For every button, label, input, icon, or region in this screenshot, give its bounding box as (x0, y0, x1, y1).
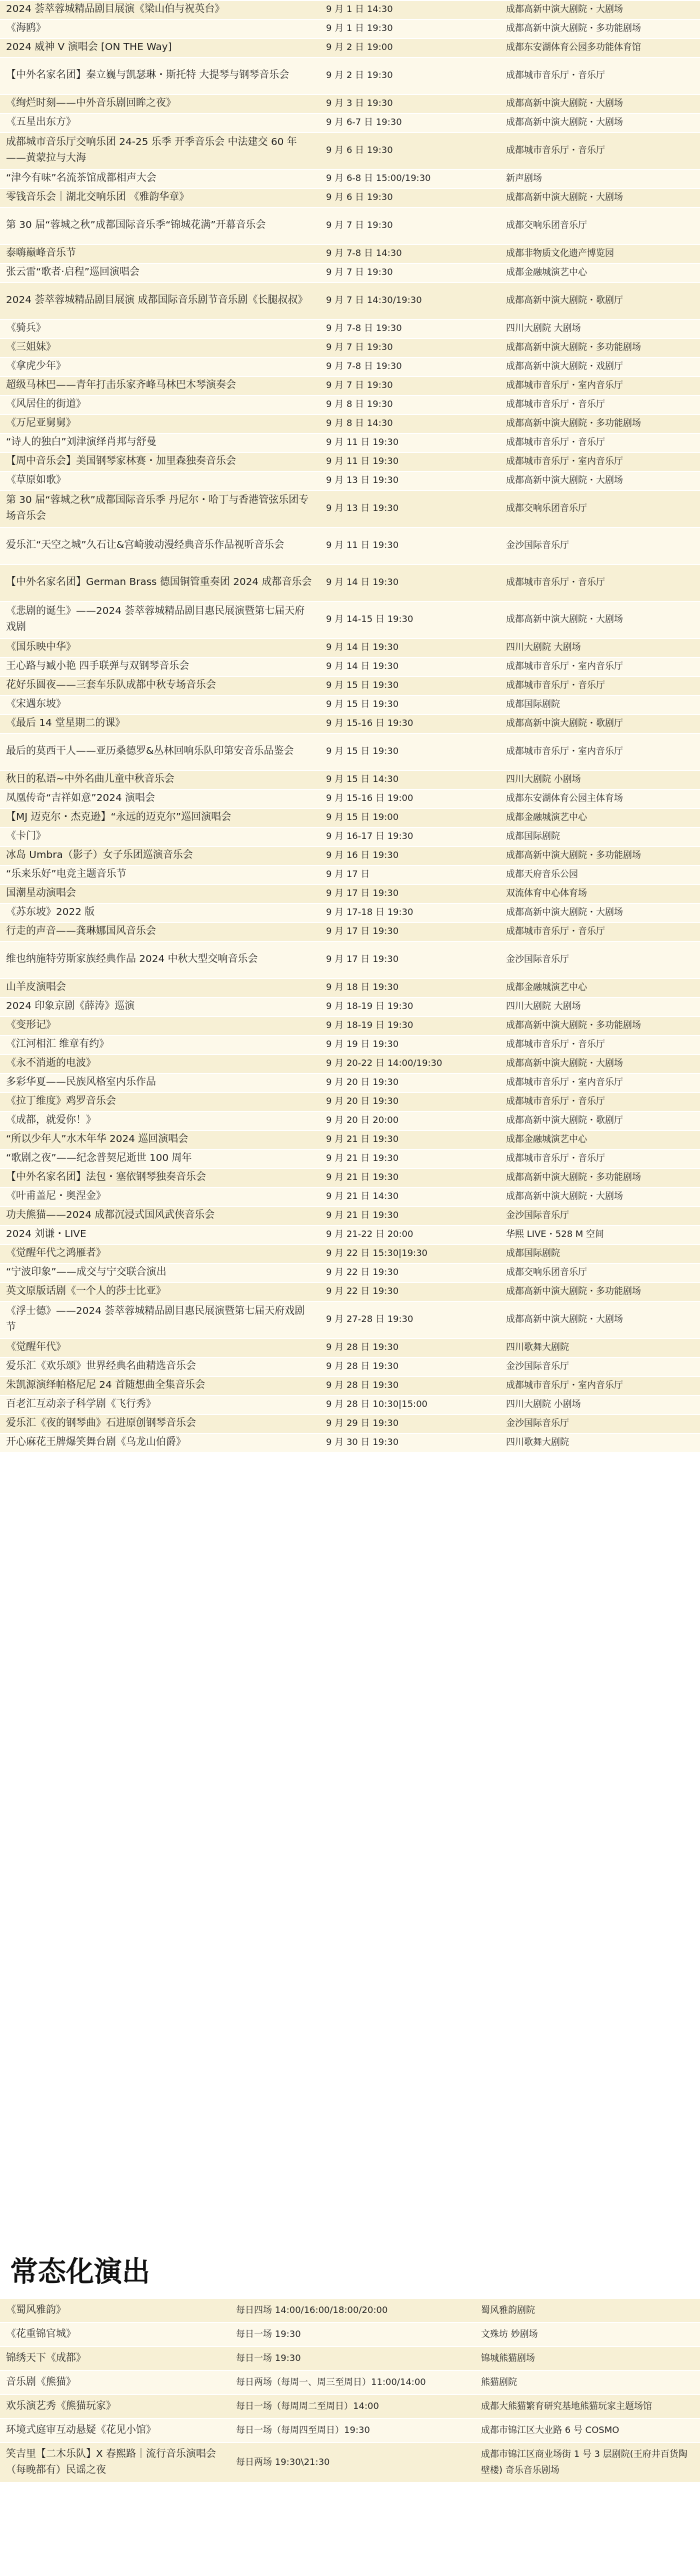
event-name: 《卡门》 (6, 831, 46, 842)
event-time: 9 月 18-19 日 19:30 (326, 1002, 414, 1012)
show-name: 笑吉里【二木乐队】X 春熙路｜流行音乐演唱会（每晚都有）民谣之夜 (6, 2448, 217, 2476)
event-name: 爱乐汇《夜的钢琴曲》石进原创钢琴音乐会 (6, 1418, 196, 1429)
event-venue: 成都城市音乐厅・音乐厅 (506, 438, 606, 448)
table-row (0, 847, 700, 866)
event-venue: 成都城市音乐厅・室内音乐厅 (506, 1381, 624, 1391)
show-schedule: 每日四场 14:00/16:00/18:00/20:00 (236, 2305, 388, 2316)
table-row (0, 339, 700, 358)
event-name: 2024 荟萃蓉城精品剧目展演《梁山伯与祝英台》 (6, 4, 225, 15)
event-name: 《悲剧的诞生》——2024 荟萃蓉城精品剧目惠民展演暨第七届天府戏剧 (6, 606, 305, 633)
event-time: 9 月 15 日 19:30 (326, 747, 399, 757)
event-name: 【MJ 迈克尔・杰克逊】“永远的迈克尔”巡回演唱会 (6, 812, 232, 823)
table-row (0, 415, 700, 434)
table-row (0, 1283, 700, 1302)
event-time: 9 月 16 日 19:30 (326, 851, 399, 861)
event-venue: 新声剧场 (506, 174, 543, 184)
event-name: 《永不消逝的电波》 (6, 1058, 96, 1069)
section-title: 常态化演出 (10, 2255, 151, 2288)
event-time: 9 月 21 日 19:30 (326, 1173, 399, 1183)
table-row (0, 677, 700, 696)
table-row (0, 1093, 700, 1112)
event-time: 9 月 15-16 日 19:00 (326, 794, 414, 804)
event-venue: 成都城市音乐厅・音乐厅 (506, 578, 606, 588)
event-name: 《骑兵》 (6, 323, 46, 334)
event-time: 9 月 6 日 19:30 (326, 146, 393, 156)
event-name: 《浮士德》——2024 荟萃蓉城精品剧目惠民展演暨第七届天府戏剧节 (6, 1306, 305, 1333)
event-venue: 金沙国际音乐厅 (506, 955, 570, 965)
event-time: 9 月 21 日 14:30 (326, 1192, 399, 1202)
event-time: 9 月 17-18 日 19:30 (326, 908, 414, 918)
event-name: 山羊皮演唱会 (6, 982, 66, 993)
event-time: 9 月 15 日 19:30 (326, 681, 399, 691)
table-row (0, 979, 700, 998)
show-name: 锦绣天下《成都》 (6, 2352, 86, 2364)
table-row (0, 434, 700, 453)
table-row (0, 528, 700, 565)
table-row (0, 2323, 700, 2347)
table-row (0, 565, 700, 602)
event-time: 9 月 17 日 19:30 (326, 955, 399, 965)
table-row (0, 1377, 700, 1396)
show-name: 环境式庭审互动悬疑《花见小馆》 (6, 2424, 156, 2436)
event-name: “诗人的独白”刘津演绎肖邦与舒曼 (6, 437, 157, 448)
event-venue: 金沙国际音乐厅 (506, 1211, 570, 1221)
show-schedule: 每日一场 19:30 (236, 2353, 301, 2364)
event-time: 9 月 14 日 19:30 (326, 578, 399, 588)
event-name: 《觉醒年代之鸿雁者》 (6, 1248, 106, 1259)
event-name: 成都城市音乐厅交响乐团 24-25 乐季 开季音乐会 中法建交 60 年——黄蒙拉与大海 (6, 137, 297, 164)
event-venue: 成都高新中演大剧院・多功能剧场 (506, 1287, 642, 1297)
event-venue: 成都金融城演艺中心 (506, 268, 588, 278)
event-venue: 四川大剧院 大剧场 (506, 1002, 581, 1012)
event-name: 国潮星动演唱会 (6, 888, 76, 899)
event-name: “歌剧之夜”——纪念普契尼逝世 100 周年 (6, 1153, 192, 1164)
event-venue: 成都城市音乐厅・音乐厅 (506, 1154, 606, 1164)
regular-shows-table (0, 2298, 700, 2483)
event-time: 9 月 14-15 日 19:30 (326, 615, 414, 625)
table-row (0, 1302, 700, 1339)
event-name: 开心麻花王牌爆笑舞台剧《乌龙山伯爵》 (6, 1437, 186, 1448)
event-time: 9 月 1 日 19:30 (326, 24, 393, 34)
table-row (0, 1112, 700, 1131)
table-row (0, 904, 700, 923)
event-venue: 成都天府音乐公园 (506, 870, 579, 880)
event-venue: 成都城市音乐厅・音乐厅 (506, 1097, 606, 1107)
table-row (0, 1169, 700, 1188)
event-time: 9 月 17 日 19:30 (326, 889, 399, 899)
event-time: 9 月 6 日 19:30 (326, 193, 393, 203)
event-venue: 成都高新中演大剧院・多功能剧场 (506, 419, 642, 429)
event-venue: 成都高新中演大剧院・大剧场 (506, 615, 624, 625)
event-name: 花好乐圆夜——三套车乐队成都中秋专场音乐会 (6, 680, 216, 691)
show-schedule: 每日两场（每周一、周三至周日）11:00/14:00 (236, 2377, 426, 2388)
event-time: 9 月 7 日 19:30 (326, 381, 393, 391)
table-row (0, 2443, 700, 2483)
event-time: 9 月 22 日 19:30 (326, 1287, 399, 1297)
event-venue: 成都金融城演艺中心 (506, 983, 588, 993)
event-time: 9 月 28 日 19:30 (326, 1381, 399, 1391)
table-row (0, 2395, 700, 2419)
event-venue: 成都高新中演大剧院・大剧场 (506, 1315, 624, 1325)
event-venue: 双流体育中心体育场 (506, 889, 588, 899)
event-name: “乐来乐好”电竞主题音乐节 (6, 869, 127, 880)
event-time: 9 月 13 日 19:30 (326, 476, 399, 486)
table-row (0, 2299, 700, 2323)
event-name: 【中外名家名团】秦立巍与凯瑟琳・斯托特 大提琴与钢琴音乐会 (6, 70, 290, 81)
event-venue: 四川大剧院 小剧场 (506, 1400, 581, 1410)
table-row (0, 472, 700, 491)
table-row (0, 114, 700, 133)
event-name: 【中外名家名团】German Brass 德国铜管重奏团 2024 成都音乐会 (6, 577, 312, 588)
table-row (0, 453, 700, 472)
table-row (0, 1131, 700, 1150)
table-row (0, 264, 700, 283)
table-row (0, 866, 700, 885)
table-row (0, 189, 700, 208)
event-time: 9 月 21 日 19:30 (326, 1211, 399, 1221)
event-name: 《三姐妹》 (6, 342, 56, 353)
table-row (0, 2347, 700, 2371)
show-venue: 熊猫剧院 (481, 2377, 518, 2388)
table-row (0, 396, 700, 415)
event-time: 9 月 28 日 19:30 (326, 1362, 399, 1372)
table-row (0, 2371, 700, 2395)
event-venue: 成都高新中演大剧院・多功能剧场 (506, 851, 642, 861)
event-name: 行走的声音——龚琳娜国风音乐会 (6, 926, 156, 937)
table-row (0, 790, 700, 809)
event-name: 2024 威神 V 演唱会 [ON THE Way] (6, 42, 172, 53)
table-row (0, 1358, 700, 1377)
event-venue: 成都城市音乐厅・室内音乐厅 (506, 747, 624, 757)
event-name: 泰嗨巅峰音乐节 (6, 248, 76, 259)
event-time: 9 月 3 日 19:30 (326, 99, 393, 109)
event-name: 百老汇互动亲子科学剧《飞行秀》 (6, 1399, 156, 1410)
event-time: 9 月 7 日 19:30 (326, 221, 393, 231)
event-venue: 成都高新中演大剧院・大剧场 (506, 193, 624, 203)
table-row (0, 358, 700, 377)
event-name: 冰岛 Umbra（影子）女子乐团巡演音乐会 (6, 850, 193, 861)
event-venue: 成都城市音乐厅・音乐厅 (506, 400, 606, 410)
event-venue: 成都高新中演大剧院・多功能剧场 (506, 1021, 642, 1031)
event-venue: 成都城市音乐厅・室内音乐厅 (506, 457, 624, 467)
event-venue: 成都城市音乐厅・音乐厅 (506, 146, 606, 156)
event-time: 9 月 11 日 19:30 (326, 438, 399, 448)
show-name: 音乐剧《熊猫》 (6, 2376, 76, 2388)
event-name: 爱乐汇“天空之城”久石让&宫崎骏动漫经典音乐作品视听音乐会 (6, 540, 285, 551)
event-venue: 成都交响乐团音乐厅 (506, 504, 588, 514)
event-venue: 成都非物质文化遗产博览园 (506, 249, 615, 259)
event-time: 9 月 22 日 15:30|19:30 (326, 1249, 428, 1259)
table-row (0, 1207, 700, 1226)
event-name: 《海鸥》 (6, 23, 46, 34)
event-name: 最后的莫西干人——亚历桑德罗&丛林回响乐队印第安音乐品鉴会 (6, 746, 294, 757)
event-name: 王心路与臧小艳 四手联弹与双钢琴音乐会 (6, 661, 190, 672)
event-venue: 成都高新中演大剧院・歌剧厅 (506, 1116, 624, 1126)
table-row (0, 1226, 700, 1245)
event-time: 9 月 20 日 19:30 (326, 1097, 399, 1107)
event-name: 凤凰传奇“吉祥如意”2024 演唱会 (6, 793, 155, 804)
event-name: 《拿虎少年》 (6, 361, 66, 372)
event-time: 9 月 22 日 19:30 (326, 1268, 399, 1278)
event-name: 《变形记》 (6, 1020, 56, 1031)
table-row (0, 2419, 700, 2443)
table-row (0, 491, 700, 528)
event-name: 《五星出东方》 (6, 117, 76, 128)
event-time: 9 月 7 日 14:30/19:30 (326, 296, 422, 306)
event-venue: 金沙国际音乐厅 (506, 541, 570, 551)
show-schedule: 每日两场 19:30\21:30 (236, 2457, 330, 2468)
show-venue: 成都市锦江区商业场街 1 号 3 层剧院(王府井百货陶壁楼) 奇乐音乐剧场 (481, 2449, 688, 2476)
table-row (0, 133, 700, 170)
event-time: 9 月 8 日 14:30 (326, 419, 393, 429)
event-time: 9 月 13 日 19:30 (326, 504, 399, 514)
event-time: 9 月 11 日 19:30 (326, 541, 399, 551)
event-name: 《觉醒年代》 (6, 1342, 66, 1353)
table-row (0, 170, 700, 189)
table-row (0, 998, 700, 1017)
event-time: 9 月 1 日 14:30 (326, 5, 393, 15)
event-name: 《江河相汇 维章有约》 (6, 1039, 110, 1050)
event-venue: 成都高新中演大剧院・大剧场 (506, 99, 624, 109)
event-venue: 成都交响乐团音乐厅 (506, 1268, 588, 1278)
event-name: 第 30 届“蓉城之秋”成都国际音乐季“锦城花满”开幕音乐会 (6, 220, 266, 231)
event-venue: 成都国际剧院 (506, 1249, 561, 1259)
table-row (0, 320, 700, 339)
table-row (0, 658, 700, 677)
event-name: 《拉丁维度》鸡罗音乐会 (6, 1096, 116, 1107)
event-name: 功夫熊猫——2024 成都沉浸式国风武侠音乐会 (6, 1210, 215, 1221)
show-venue: 蜀风雅韵剧院 (481, 2305, 536, 2316)
event-time: 9 月 30 日 19:30 (326, 1438, 399, 1448)
event-time: 9 月 18 日 19:30 (326, 983, 399, 993)
event-name: 2024 刘谦・LIVE (6, 1229, 87, 1240)
event-time: 9 月 21 日 19:30 (326, 1135, 399, 1145)
event-venue: 成都城市音乐厅・音乐厅 (506, 681, 606, 691)
event-venue: 成都高新中演大剧院・歌剧厅 (506, 296, 624, 306)
show-venue: 成都市锦江区大业路 6 号 COSMO (481, 2425, 620, 2436)
table-row (0, 208, 700, 245)
event-time: 9 月 6-8 日 15:00/19:30 (326, 174, 431, 184)
event-time: 9 月 15 日 19:00 (326, 813, 399, 823)
event-time: 9 月 20-22 日 14:00/19:30 (326, 1059, 443, 1069)
event-venue: 四川歌舞大剧院 (506, 1438, 570, 1448)
event-venue: 成都东安湖体育公园多功能体育馆 (506, 43, 642, 53)
event-time: 9 月 17 日 19:30 (326, 927, 399, 937)
table-row (0, 1150, 700, 1169)
event-time: 9 月 7 日 19:30 (326, 268, 393, 278)
event-venue: 成都高新中演大剧院・歌剧厅 (506, 719, 624, 729)
event-name: 《叶甫盖尼・奥涅金》 (6, 1191, 106, 1202)
event-venue: 成都东安湖体育公园主体育场 (506, 794, 624, 804)
event-venue: 成都高新中演大剧院・多功能剧场 (506, 1173, 642, 1183)
table-row (0, 1339, 700, 1358)
event-name: 2024 印象京剧《薛涛》巡演 (6, 1001, 135, 1012)
event-time: 9 月 14 日 19:30 (326, 662, 399, 672)
event-time: 9 月 15 日 14:30 (326, 775, 399, 785)
event-venue: 成都城市音乐厅・室内音乐厅 (506, 1078, 624, 1088)
event-venue: 成都金融城演艺中心 (506, 1135, 588, 1145)
table-row (0, 95, 700, 114)
event-time: 9 月 6-7 日 19:30 (326, 118, 402, 128)
event-time: 9 月 18-19 日 19:30 (326, 1021, 414, 1031)
event-time: 9 月 29 日 19:30 (326, 1419, 399, 1429)
event-time: 9 月 7-8 日 19:30 (326, 324, 402, 334)
table-row (0, 639, 700, 658)
event-name: 秋日的私语~中外名曲儿童中秋音乐会 (6, 774, 175, 785)
show-schedule: 每日一场（每周四至周日）19:30 (236, 2425, 370, 2436)
event-time: 9 月 27-28 日 19:30 (326, 1315, 414, 1325)
event-time: 9 月 20 日 20:00 (326, 1116, 399, 1126)
table-row (0, 1396, 700, 1415)
event-time: 9 月 7 日 19:30 (326, 343, 393, 353)
event-venue: 成都高新中演大剧院・大剧场 (506, 1059, 624, 1069)
show-venue: 成都大熊猫繁育研究基地熊猫玩家主题场馆 (481, 2401, 653, 2412)
show-schedule: 每日一场（每周周二至周日）14:00 (236, 2401, 379, 2412)
event-name: 《最后 14 堂星期二的课》 (6, 718, 126, 729)
event-name: 零钱音乐会｜湖北交响乐团 《雅韵华章》 (6, 192, 190, 203)
event-name: 多彩华夏——民族风格室内乐作品 (6, 1077, 156, 1088)
event-name: 【周中音乐会】美国钢琴家林赛・加里森独奏音乐会 (6, 456, 236, 467)
event-time: 9 月 28 日 10:30|15:00 (326, 1400, 428, 1410)
table-row (0, 39, 700, 58)
event-venue: 成都城市音乐厅・音乐厅 (506, 71, 606, 81)
event-time: 9 月 7-8 日 14:30 (326, 249, 402, 259)
event-time: 9 月 19 日 19:30 (326, 1040, 399, 1050)
event-name: 《成都，就爱你！》 (6, 1115, 96, 1126)
event-time: 9 月 21-22 日 20:00 (326, 1230, 414, 1240)
event-venue: 金沙国际音乐厅 (506, 1419, 570, 1429)
event-time: 9 月 28 日 19:30 (326, 1343, 399, 1353)
table-row (0, 1017, 700, 1036)
event-venue: 成都高新中演大剧院・大剧场 (506, 1192, 624, 1202)
show-venue: 文殊坊 妙剧场 (481, 2329, 538, 2340)
event-venue: 成都交响乐团音乐厅 (506, 221, 588, 231)
event-name: 维也纳施特劳斯家族经典作品 2024 中秋大型交响音乐会 (6, 954, 258, 965)
event-time: 9 月 2 日 19:00 (326, 43, 393, 53)
event-time: 9 月 2 日 19:30 (326, 71, 393, 81)
table-row (0, 245, 700, 264)
event-time: 9 月 20 日 19:30 (326, 1078, 399, 1088)
event-name: 《苏东坡》2022 版 (6, 907, 95, 918)
event-name: 张云雷“歌者·启程”巡回演唱会 (6, 267, 140, 278)
event-name: 爱乐汇《欢乐颂》世界经典名曲精选音乐会 (6, 1361, 196, 1372)
event-name: 《风居住的街道》 (6, 399, 86, 410)
table-row (0, 602, 700, 639)
table-row (0, 1245, 700, 1264)
event-venue: 成都高新中演大剧院・大剧场 (506, 5, 624, 15)
event-name: 《绚烂时刻——中外音乐剧回眸之夜》 (6, 98, 176, 109)
event-name: 《国乐映中华》 (6, 642, 76, 653)
show-name: 《蜀风雅韵》 (6, 2304, 66, 2316)
table-row (0, 377, 700, 396)
event-time: 9 月 17 日 (326, 870, 370, 880)
event-time: 9 月 7-8 日 19:30 (326, 362, 402, 372)
event-name: 朱凯源演绎帕格尼尼 24 首随想曲全集音乐会 (6, 1380, 206, 1391)
table-row (0, 1074, 700, 1093)
event-venue: 成都城市音乐厅・室内音乐厅 (506, 381, 624, 391)
event-time: 9 月 8 日 19:30 (326, 400, 393, 410)
show-name: 欢乐演艺秀《熊猫玩家》 (6, 2400, 116, 2412)
event-venue: 成都国际剧院 (506, 832, 561, 842)
event-venue: 四川大剧院 大剧场 (506, 324, 581, 334)
event-venue: 华熙 LIVE・528 M 空间 (506, 1230, 605, 1240)
event-name: 《宋遇东坡》 (6, 699, 66, 710)
event-venue: 成都城市音乐厅・室内音乐厅 (506, 662, 624, 672)
table-row (0, 1, 700, 20)
event-venue: 成都金融城演艺中心 (506, 813, 588, 823)
table-row (0, 715, 700, 734)
table-row (0, 771, 700, 790)
event-venue: 成都高新中演大剧院・多功能剧场 (506, 24, 642, 34)
event-venue: 成都高新中演大剧院・大剧场 (506, 476, 624, 486)
event-venue: 成都城市音乐厅・音乐厅 (506, 1040, 606, 1050)
table-row (0, 58, 700, 95)
event-name: 【中外名家名团】法包・塞依钢琴独奏音乐会 (6, 1172, 206, 1183)
event-time: 9 月 15-16 日 19:30 (326, 719, 414, 729)
table-row (0, 20, 700, 39)
event-time: 9 月 14 日 19:30 (326, 643, 399, 653)
table-row (0, 885, 700, 904)
event-name: 《万尼亚舅舅》 (6, 418, 76, 429)
event-name: “宁波印象”——成交与宁交联合演出 (6, 1267, 167, 1278)
event-venue: 四川大剧院 大剧场 (506, 643, 581, 653)
table-row (0, 1434, 700, 1453)
show-schedule: 每日一场 19:30 (236, 2329, 301, 2340)
event-venue: 成都高新中演大剧院・大剧场 (506, 908, 624, 918)
table-row (0, 1036, 700, 1055)
table-row (0, 1055, 700, 1074)
event-name: 2024 荟萃蓉城精品剧目展演 成都国际音乐剧节音乐剧《长腿叔叔》 (6, 295, 308, 306)
event-venue: 四川歌舞大剧院 (506, 1343, 570, 1353)
event-name: “所以少年人”水木年华 2024 巡回演唱会 (6, 1134, 189, 1145)
show-venue: 锦城熊猫剧场 (481, 2353, 536, 2364)
event-venue: 成都城市音乐厅・音乐厅 (506, 927, 606, 937)
table-row (0, 1264, 700, 1283)
event-venue: 成都高新中演大剧院・多功能剧场 (506, 343, 642, 353)
show-name: 《花重锦官城》 (6, 2328, 76, 2340)
event-time: 9 月 16-17 日 19:30 (326, 832, 414, 842)
table-row (0, 923, 700, 942)
table-row (0, 828, 700, 847)
table-row (0, 1188, 700, 1207)
table-row (0, 734, 700, 771)
table-row (0, 942, 700, 979)
table-row (0, 283, 700, 320)
event-name: 第 30 届“蓉城之秋”成都国际音乐季 丹尼尔・哈丁与香港管弦乐团专场音乐会 (6, 495, 309, 522)
event-name: 《草原如歌》 (6, 475, 66, 486)
event-time: 9 月 21 日 19:30 (326, 1154, 399, 1164)
event-venue: 四川大剧院 小剧场 (506, 775, 581, 785)
event-venue: 成都国际剧院 (506, 700, 561, 710)
table-row (0, 696, 700, 715)
event-name: “津今有味”名流茶馆成都相声大会 (6, 173, 157, 184)
table-row (0, 809, 700, 828)
event-name: 超级马林巴——青年打击乐家齐峰马林巴木琴演奏会 (6, 380, 236, 391)
event-venue: 成都高新中演大剧院・大剧场 (506, 118, 624, 128)
event-time: 9 月 11 日 19:30 (326, 457, 399, 467)
table-row (0, 1415, 700, 1434)
event-name: 英文原版话剧《一个人的莎士比亚》 (6, 1286, 166, 1297)
event-venue: 金沙国际音乐厅 (506, 1362, 570, 1372)
event-time: 9 月 15 日 19:30 (326, 700, 399, 710)
event-venue: 成都高新中演大剧院・戏剧厅 (506, 362, 624, 372)
